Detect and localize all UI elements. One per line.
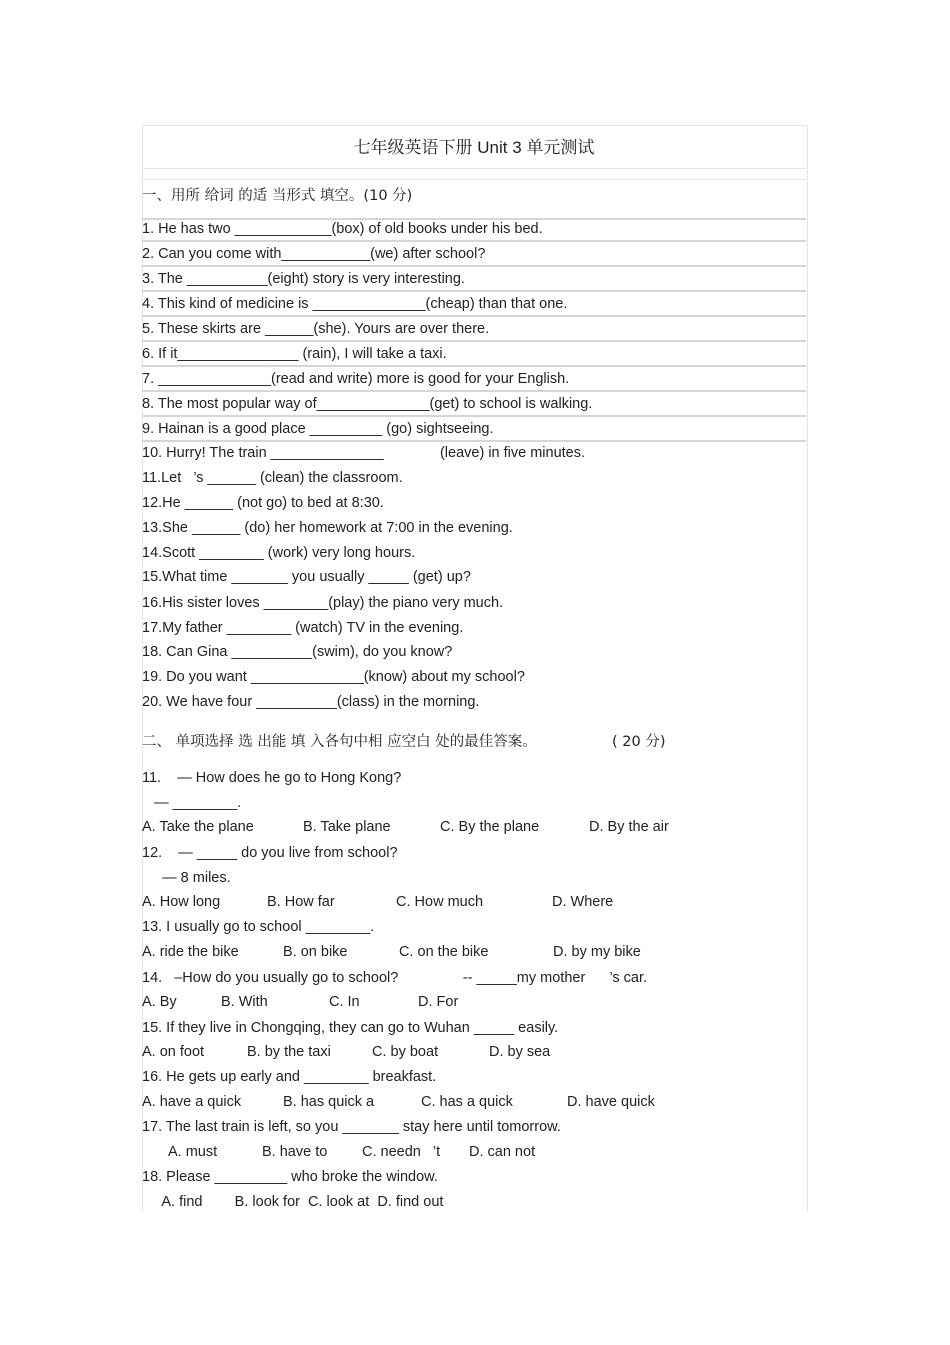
option-b: B. has quick a — [283, 1094, 375, 1110]
section-1-heading-text: 一、用所 给词 的适 当形式 填空。(10 分) — [142, 188, 413, 204]
option-a: A. Take the plane — [142, 819, 254, 835]
option-d: D. For — [418, 994, 459, 1010]
question-line: — 8 miles. — [142, 870, 231, 886]
option-b: B. on bike — [283, 944, 348, 960]
question-line: 15. If they live in Chongqing, they can go to Wuhan _____ easily. — [142, 1020, 559, 1036]
fill-in-item: 9. Hainan is a good place _________ (go) sightseeing. — [142, 418, 806, 442]
option-a: A. have a quick — [142, 1094, 242, 1110]
option-b: B. by the taxi — [247, 1044, 331, 1060]
fill-in-item: 1. He has two ____________(box) of old books under his bed. — [142, 218, 806, 242]
fill-in-item: 16.His sister loves ________(play) the piano very much. — [142, 595, 504, 611]
question-line: 16. He gets up early and ________ breakfast. — [142, 1069, 437, 1085]
option-b: B. Take plane — [303, 819, 391, 835]
option-c: C. How much — [396, 894, 484, 910]
question-line: 12. — _____ do you live from school? — [142, 845, 398, 861]
fill-in-item: 19. Do you want ______________(know) about my school? — [142, 669, 525, 685]
option-c: C. by boat — [372, 1044, 439, 1060]
fill-in-item: 13.She ______ (do) her homework at 7:00 in the evening. — [142, 520, 513, 536]
question-line: 18. Please _________ who broke the window. — [142, 1169, 438, 1185]
answer-options — [142, 992, 806, 1012]
option-b: B. How far — [267, 894, 335, 910]
question-line: A. find B. look for C. look at D. find out — [142, 1194, 444, 1210]
question-line: 13. I usually go to school ________. — [142, 919, 375, 935]
fill-in-item: 20. We have four __________(class) in the morning. — [142, 694, 480, 710]
question-line: — ________. — [142, 795, 242, 811]
answer-options — [142, 942, 806, 962]
answer-options — [142, 1092, 806, 1112]
answer-options — [142, 817, 806, 837]
option-c: C. has a quick — [421, 1094, 513, 1110]
section-2-heading-text: 二、 单项选择 选 出能 填 入各句中相 应空白 处的最佳答案。 — [142, 734, 537, 750]
fill-in-item: 3. The __________(eight) story is very interesting. — [142, 268, 806, 292]
option-d: D. can not — [469, 1144, 536, 1160]
section-2-heading — [142, 730, 806, 752]
option-a: A. How long — [142, 894, 221, 910]
answer-options — [142, 1142, 806, 1162]
fill-in-item: 11.Let ’s ______ (clean) the classroom. — [142, 470, 403, 486]
option-c: C. on the bike — [399, 944, 489, 960]
fill-in-item: 2. Can you come with___________(we) after school? — [142, 243, 806, 267]
document-title: 七年级英语下册 Unit 3 单元测试 — [353, 138, 595, 157]
option-d: D. Where — [552, 894, 614, 910]
fill-in-item: 8. The most popular way of______________(get) to school is walking. — [142, 393, 806, 417]
fill-in-item: 4. This kind of medicine is ______________(cheap) than that one. — [142, 293, 806, 317]
option-b: B. have to — [262, 1144, 328, 1160]
option-c: C. needn ’t — [362, 1144, 441, 1160]
fill-in-item: 18. Can Gina __________(swim), do you know? — [142, 644, 453, 660]
fill-in-item: 6. If it_______________ (rain), I will take a taxi. — [142, 343, 806, 367]
section-2-points: ( 20 分) — [612, 734, 666, 750]
option-a: A. on foot — [142, 1044, 205, 1060]
option-a: A. By — [142, 994, 177, 1010]
section-1-heading — [142, 179, 806, 220]
fill-in-item: 17.My father ________ (watch) TV in the evening. — [142, 620, 464, 636]
question-line: 11. — How does he go to Hong Kong? — [142, 770, 402, 786]
option-d: D. by sea — [489, 1044, 551, 1060]
option-c: C. By the plane — [440, 819, 540, 835]
fill-in-item: 12.He ______ (not go) to bed at 8:30. — [142, 495, 384, 511]
option-a: A. ride the bike — [142, 944, 239, 960]
option-c: C. In — [329, 994, 360, 1010]
fill-in-item: 7. ______________(read and write) more is good for your English. — [142, 368, 806, 392]
option-a: A. must — [168, 1144, 218, 1160]
answer-options — [142, 1042, 806, 1062]
option-d: D. by my bike — [553, 944, 641, 960]
question-line: 17. The last train is left, so you _______ stay here until tomorrow. — [142, 1119, 561, 1135]
fill-in-item: 15.What time _______ you usually _____ (get) up? — [142, 569, 471, 585]
question-line: 14. –How do you usually go to school? -- _____my mother ’s car. — [142, 970, 648, 986]
answer-options — [142, 892, 806, 912]
document-title-box — [142, 125, 806, 169]
option-d: D. By the air — [589, 819, 669, 835]
fill-in-item: 10. Hurry! The train ______________ (leave) in five minutes. — [142, 445, 586, 461]
option-d: D. have quick — [567, 1094, 655, 1110]
fill-in-item: 5. These skirts are ______(she). Yours are over there. — [142, 318, 806, 342]
option-b: B. With — [221, 994, 268, 1010]
fill-in-item: 14.Scott ________ (work) very long hours. — [142, 545, 416, 561]
